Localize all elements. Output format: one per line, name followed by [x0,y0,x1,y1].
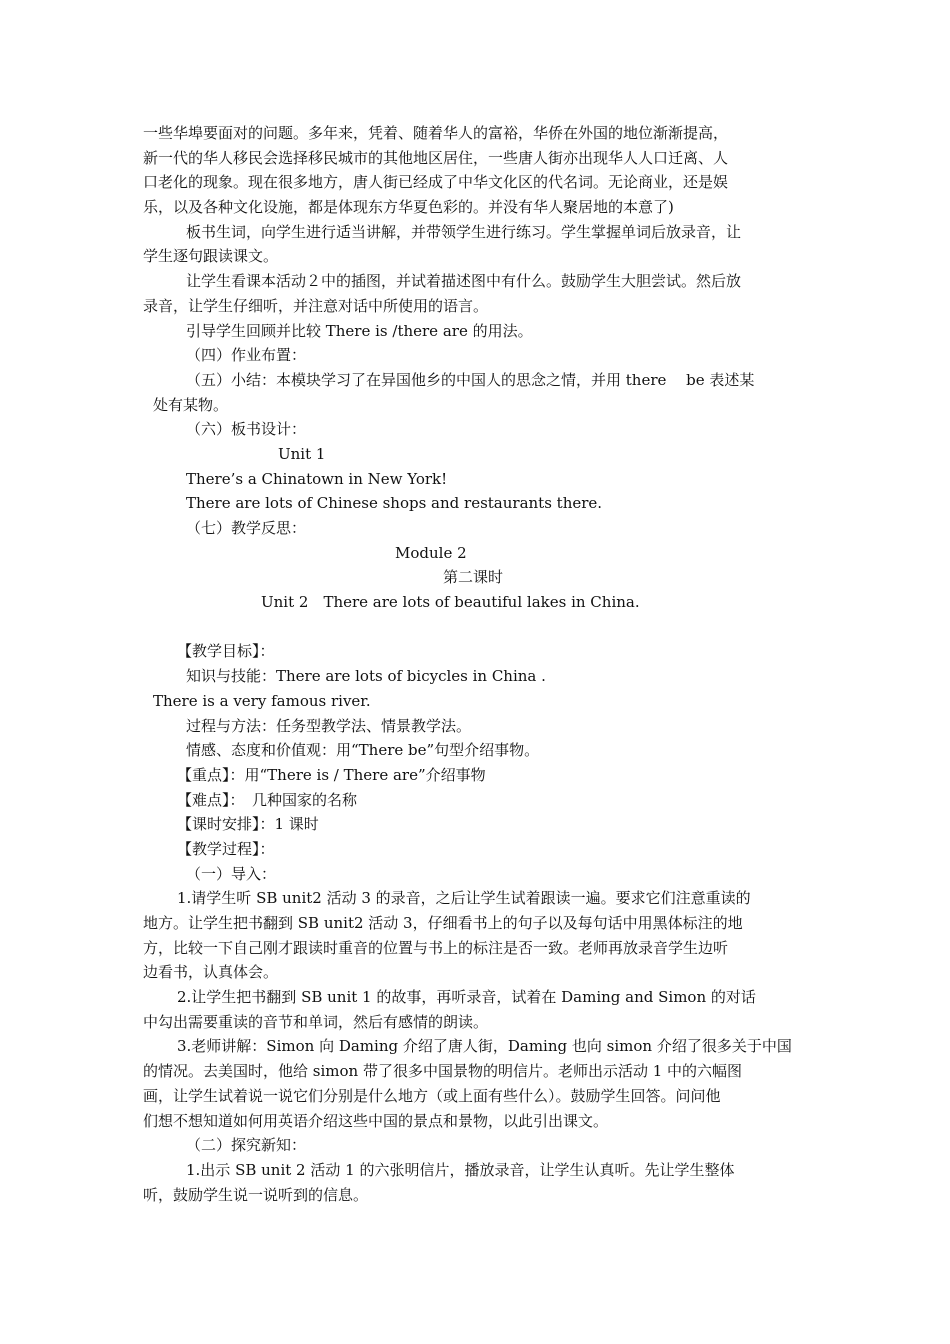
board-line: There are lots of Chinese shops and restaurants there. [186,494,603,513]
text-line: 知识与技能：There are lots of bicycles in China . [186,667,546,686]
text-line: 的情况。去美国时，他给 simon 带了很多中国景物的明信片。老师出示活动 1 中的六幅图 [143,1062,743,1081]
text-line: 1.请学生听 SB unit2 活动 3 的录音，之后让学生试着跟读一遍。要求它们注意重读的 [177,889,751,908]
module-title: Module 2 [395,543,467,562]
text-line: 让学生看课本活动２中的插图，并试着描述图中有什么。鼓励学生大胆尝试。然后放 [186,272,742,291]
text-line: 1.出示 SB unit 2 活动 1 的六张明信片，播放录音，让学生认真听。先让学生整体 [186,1160,735,1179]
unit-title: Unit 2 There are lots of beautiful lakes in China. [261,593,640,612]
text-line: 录音，让学生仔细听，并注意对话中所使用的语言。 [143,296,489,315]
text-line: 新一代的华人移民会选择移民城市的其他地区居住，一些唐人街亦出现华人人口迁离、人 [143,148,729,167]
text-line: 中勾出需要重读的音节和单词，然后有感情的朗读。 [143,1012,489,1031]
text-line: 一些华埠要面对的问题。多年来，凭着、随着华人的富裕，华侨在外国的地位渐渐提高， [143,124,729,142]
section-heading: （一）导入： [186,864,277,883]
text-line: 处有某物。 [153,395,229,414]
section-heading: （四）作业布置： [186,346,307,365]
text-line: （五）小结：本模块学习了在异国他乡的中国人的思念之情，并用 there be 表述某 [186,370,755,389]
section-heading: （二）探究新知： [186,1136,307,1155]
section-heading: 【教学目标】： [177,642,275,661]
text-line: 听，鼓励学生说一说听到的信息。 [143,1185,369,1204]
text-line: 引导学生回顾并比较 There is /there are 的用法。 [186,321,533,340]
text-line: 边看书，认真体会。 [143,963,279,982]
section-heading: （七）教学反思： [186,519,307,537]
text-line: 板书生词，向学生进行适当讲解，并带领学生进行练习。学生掌握单词后放录音，让 [186,222,742,241]
text-line: 情感、态度和价值观：用“There be”句型介绍事物。 [186,741,540,760]
text-line: There is a very famous river. [153,691,371,710]
text-line: 【课时安排】：1 课时 [177,815,319,834]
text-line: 【难点】： 几种国家的名称 [177,790,358,809]
section-heading: 【教学过程】： [177,839,275,858]
text-line: 乐，以及各种文化设施，都是体现东方华夏色彩的。并没有华人聚居地的本意了) [143,198,674,217]
text-line: 口老化的现象。现在很多地方，唐人街已经成了中华文化区的代名词。无论商业，还是娱 [143,173,729,192]
board-unit: Unit 1 [278,444,326,463]
text-line: 过程与方法：任务型教学法、情景教学法。 [186,716,472,735]
board-line: There’s a Chinatown in New York! [186,469,448,488]
section-heading: （六）板书设计： [186,420,307,439]
spacer [143,615,807,640]
text-line: 们想不想知道如何用英语介绍这些中国的景点和景物，以此引出课文。 [143,1111,609,1130]
document-page [143,121,807,1207]
text-line: 【重点】：用“There is / There are”介绍事物 [177,765,486,784]
text-line: 方，比较一下自己刚才跟读时重音的位置与书上的标注是否一致。老师再放录音学生边听 [143,938,729,957]
text-line: 3.老师讲解：Simon 向 Daming 介绍了唐人街，Daming 也向 simon 介绍了很多关于中国 [177,1037,792,1056]
text-line: 画，让学生试着说一说它们分别是什么地方（或上面有些什么）。鼓励学生回答。问问他 [143,1086,721,1105]
lesson-title: 第二课时 [443,568,504,587]
text-line: 地方。让学生把书翻到 SB unit2 活动 3，仔细看书上的句子以及每句话中用黑体标注的地 [143,914,743,932]
text-line: 学生逐句跟读课文。 [143,247,279,266]
text-line: 2.让学生把书翻到 SB unit 1 的故事，再听录音，试着在 Daming and Simon 的对话 [177,988,756,1007]
